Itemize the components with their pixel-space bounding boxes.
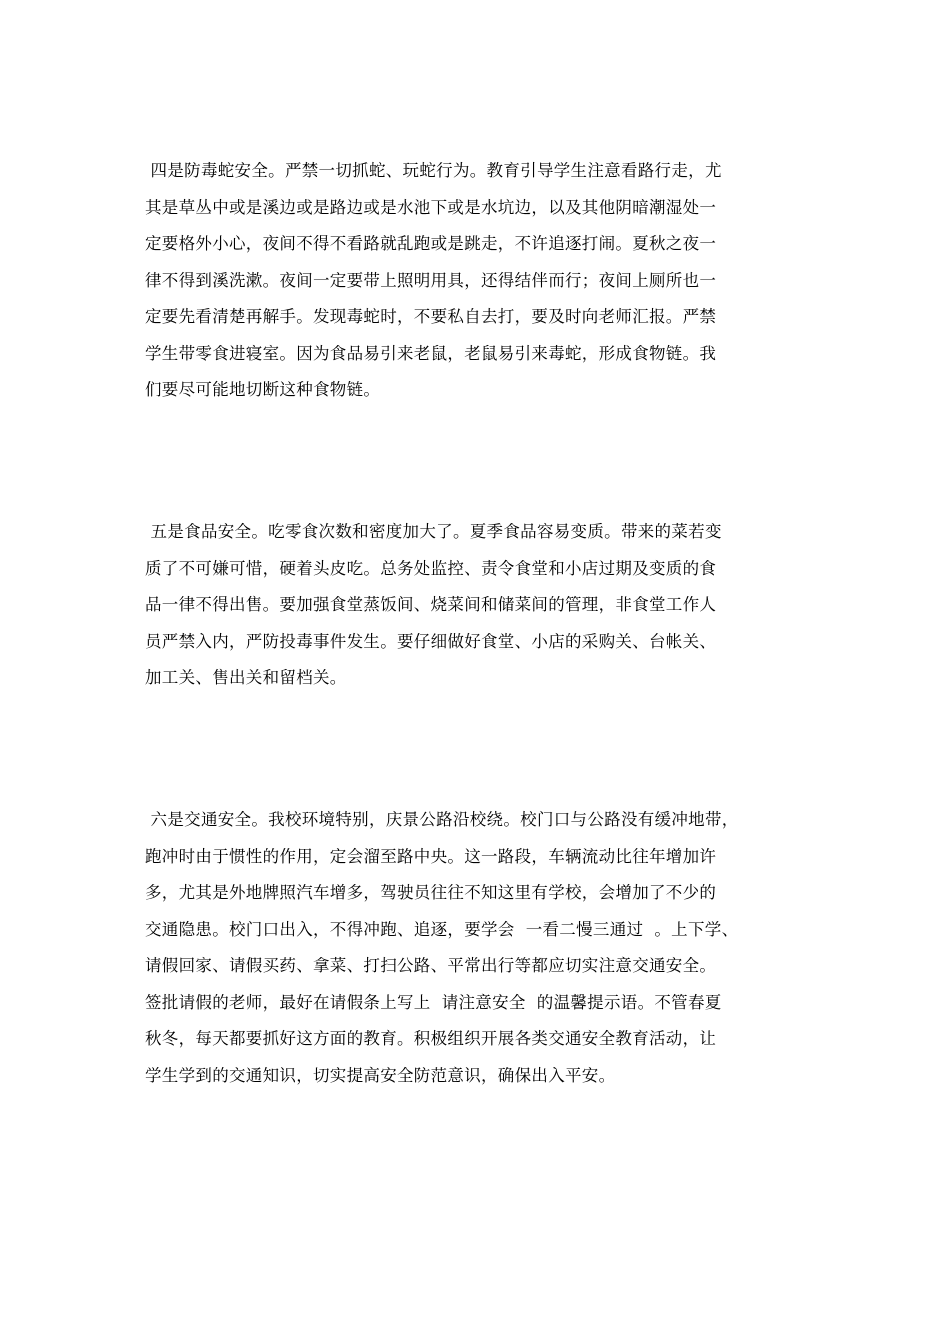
paragraph-line: 六是交通安全。我校环境特别，庆景公路沿校绕。校门口与公路没有缓冲地带， [145, 810, 739, 829]
paragraph-line: 质了不可嫌可惜，硬着头皮吃。总务处监控、责令食堂和小店过期及变质的食 [145, 558, 717, 578]
paragraph-line: 律不得到溪洗漱。夜间一定要带上照明用具，还得结伴而行；夜间上厕所也一 [145, 270, 717, 290]
paragraph-line: 请假回家、请假买药、拿菜、打扫公路、平常出行等都应切实注意交通安全。 [145, 956, 717, 975]
paragraph-line: 员严禁入内，严防投毒事件发生。要仔细做好食堂、小店的采购关、台帐关、 [145, 631, 717, 651]
paragraph-line: 其是草丛中或是溪边或是路边或是水池下或是水坑边，以及其他阴暗潮湿处一 [145, 197, 717, 217]
paragraph-line: 秋冬，每天都要抓好这方面的教育。积极组织开展各类交通安全教育活动，让 [145, 1029, 717, 1048]
paragraph-snake-safety [145, 153, 805, 409]
paragraph-line: 跑冲时由于惯性的作用，定会溜至路中央。这一路段，车辆流动比往年增加许 [145, 846, 717, 866]
paragraph-line: 定要格外小心，夜间不得不看路就乱跑或是跳走，不许追逐打闹。夏秋之夜一 [145, 234, 717, 253]
paragraph-traffic-safety [145, 802, 805, 1094]
paragraph-line: 签批请假的老师，最好在请假条上写上 请注意安全 的温馨提示语。不管春夏 [145, 992, 722, 1012]
paragraph-line: 交通隐患。校门口出入，不得冲跑、追逐，要学会 一看二慢三通过 。上下学、 [145, 919, 739, 939]
paragraph-food-safety [145, 514, 805, 697]
paragraph-line: 加工关、售出关和留档关。 [145, 668, 347, 687]
paragraph-line: 们要尽可能地切断这种食物链。 [145, 380, 381, 399]
paragraph-line: 多，尤其是外地牌照汽车增多，驾驶员往往不知这里有学校，会增加了不少的 [145, 883, 717, 902]
paragraph-line: 学生带零食进寝室。因为食品易引来老鼠，老鼠易引来毒蛇，形成食物链。我 [145, 343, 717, 363]
paragraph-line: 学生学到的交通知识，切实提高安全防范意识，确保出入平安。 [145, 1065, 616, 1085]
paragraph-line: 四是防毒蛇安全。严禁一切抓蛇、玩蛇行为。教育引导学生注意看路行走，尤 [145, 161, 722, 180]
paragraph-line: 五是食品安全。吃零食次数和密度加大了。夏季食品容易变质。带来的菜若变 [145, 522, 722, 541]
paragraph-line: 定要先看清楚再解手。发现毒蛇时，不要私自去打，要及时向老师汇报。严禁 [145, 307, 717, 326]
paragraph-line: 品一律不得出售。要加强食堂蒸饭间、烧菜间和储菜间的管理，非食堂工作人 [145, 595, 717, 614]
